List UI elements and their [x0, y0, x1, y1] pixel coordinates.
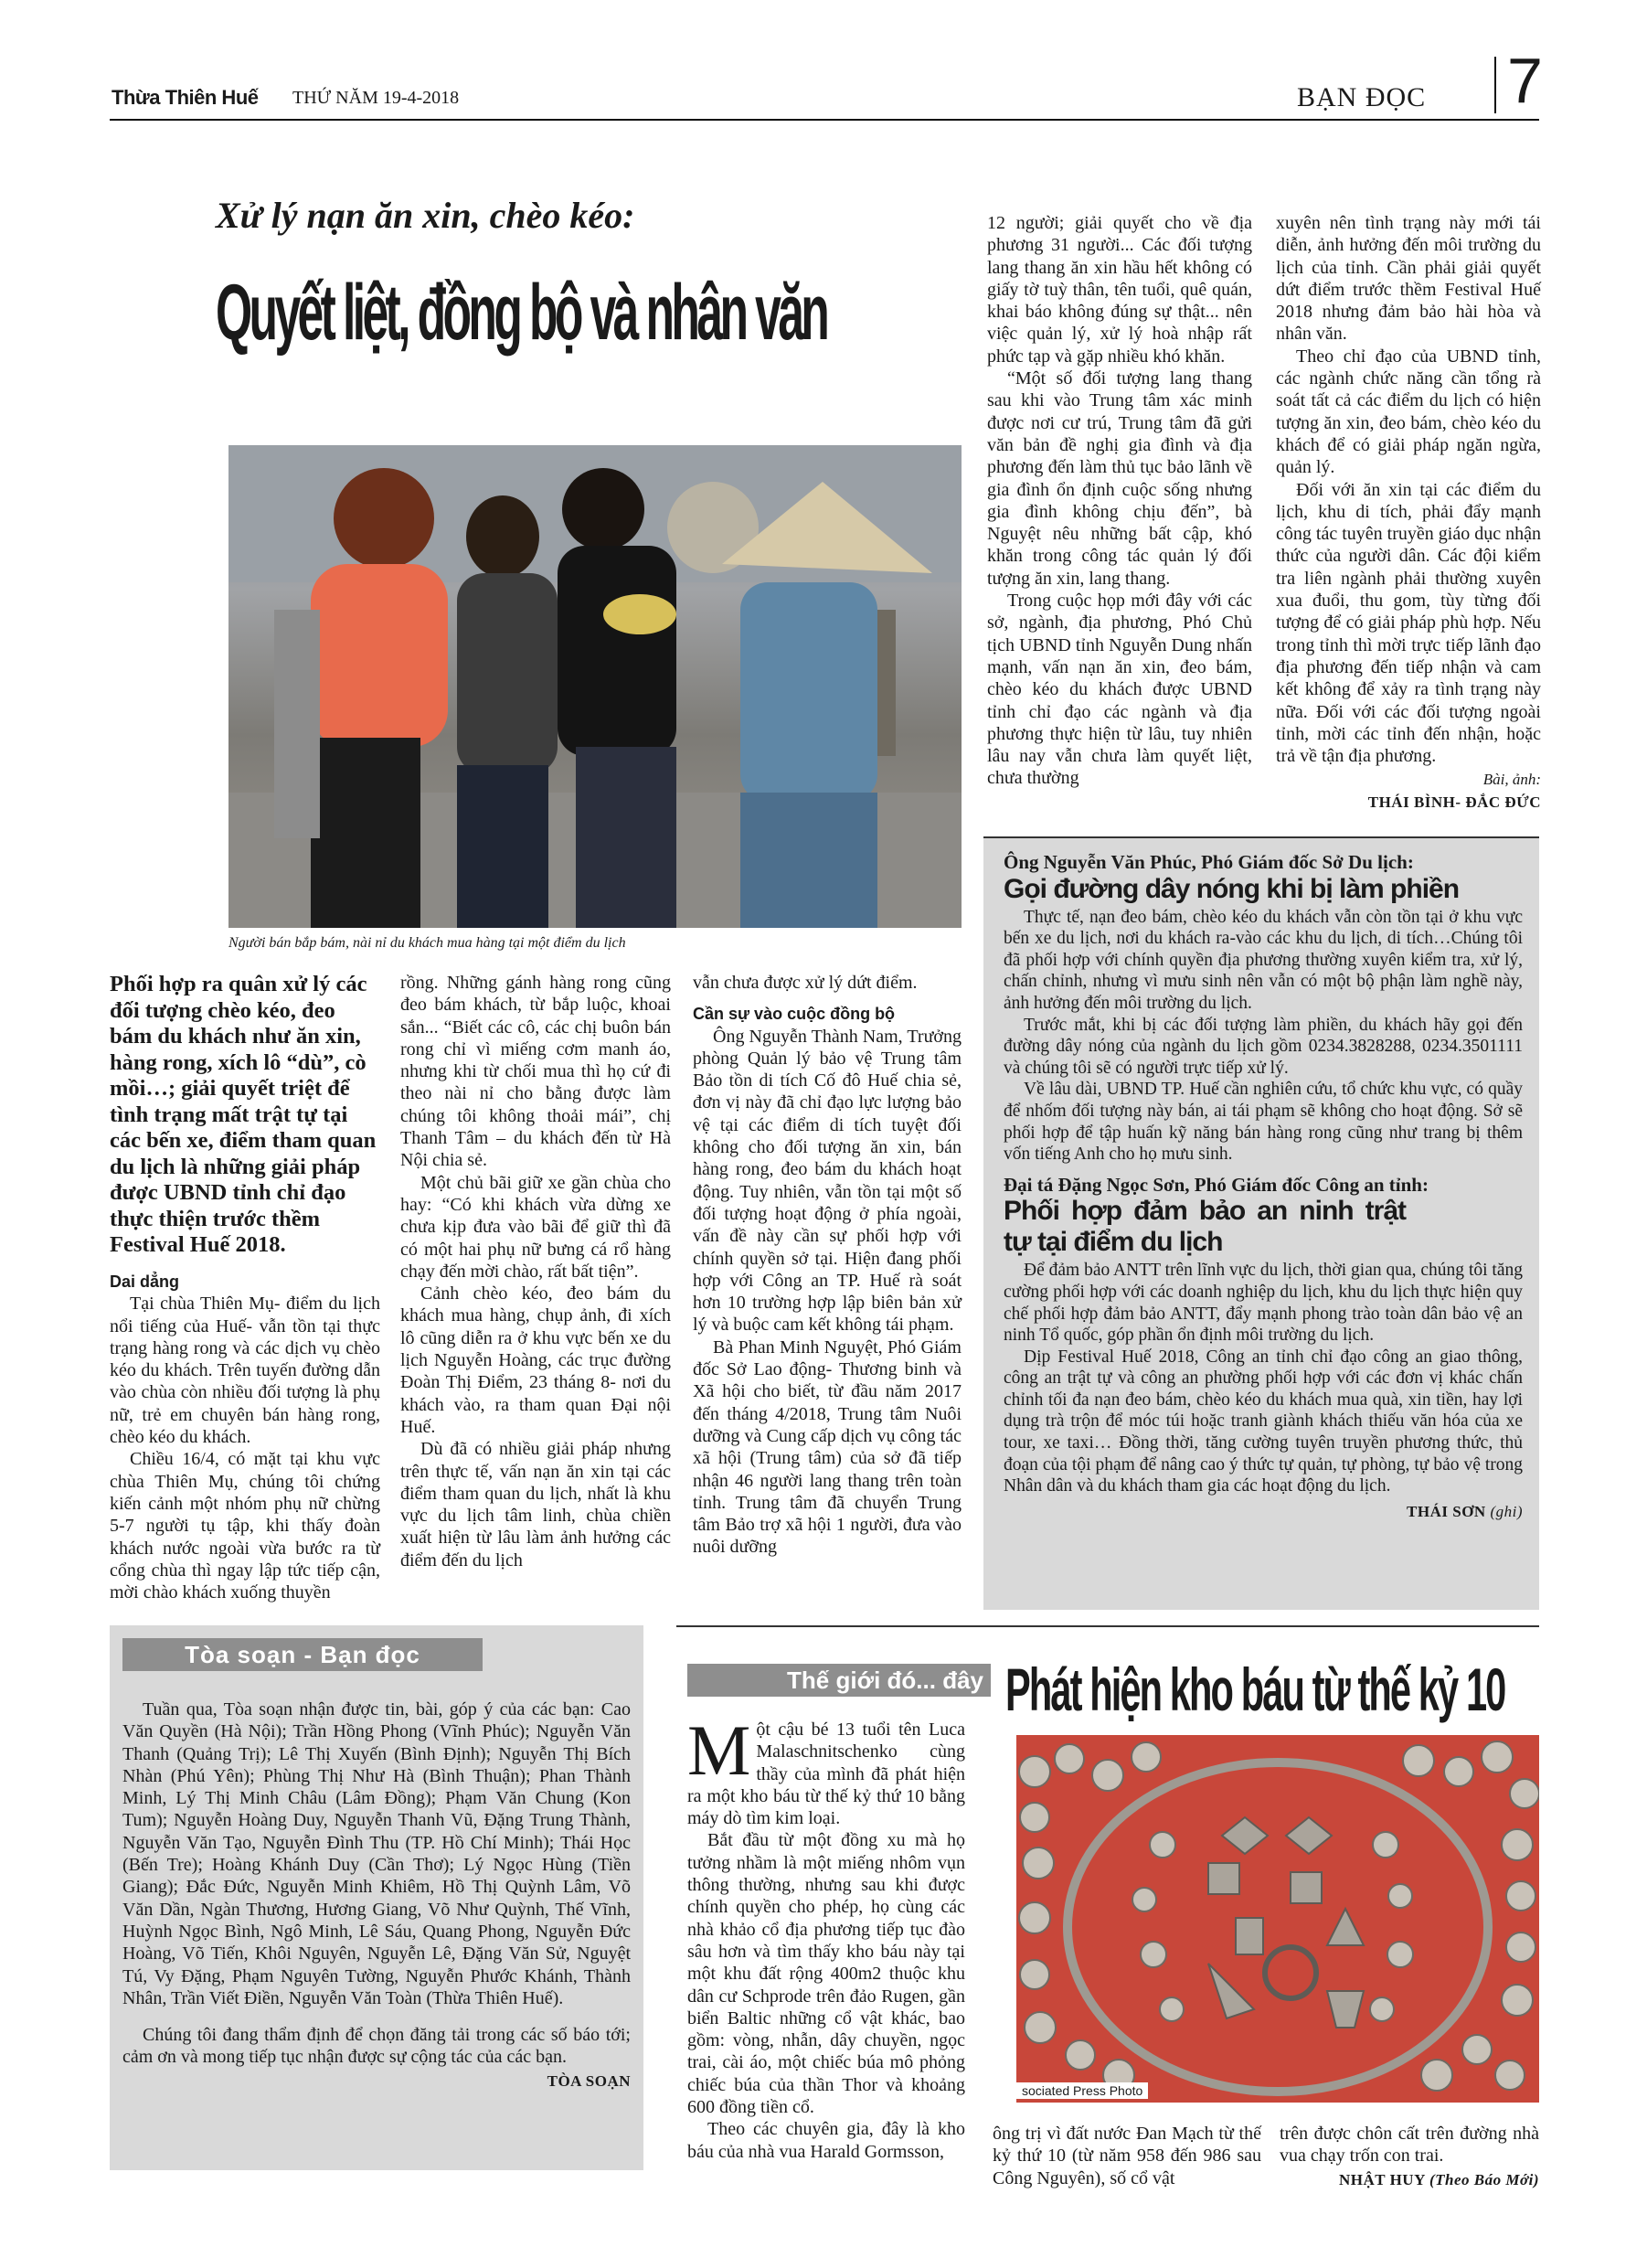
- paragraph: trên được chôn cất trên đường nhà vua chạy trốn con trai.: [1280, 2124, 1539, 2167]
- article-headline: Quyết liệt, đồng bộ và nhân văn: [216, 269, 827, 357]
- sidebar-byline: [1004, 1501, 1523, 1523]
- header-rule: [110, 119, 1539, 121]
- paragraph: ông trị vì đất nước Đan Mạch từ thế kỷ thứ 10 (từ năm 958 đến 986 sau Công Nguyên), số cổ vật: [993, 2124, 1261, 2188]
- paragraph: Để đảm bảo ANTT trên lĩnh vực du lịch, thời gian qua, chúng tôi tăng cường phối hợp với các doanh nghiệp du lịch, khu du lịch thực hiện quy chế phối hợp đảm bảo ANTT, đẩy mạnh phong trào toàn dân bảo vệ an ninh Tổ quốc, góp phần ổn định môi trường du lịch.: [1004, 1261, 1523, 1346]
- sidebar-byline-note: (ghi): [1490, 1502, 1523, 1520]
- paragraph-with-dropcap: [687, 1710, 965, 1829]
- photo-caption: Người bán bắp bám, nài nỉ du khách mua hàng tại một điểm du lịch: [228, 935, 626, 951]
- main-photo: [228, 445, 962, 928]
- readers-content: [122, 1698, 631, 2092]
- paragraph: Cảnh chèo kéo, đeo bám du khách mua hàng, chụp ảnh, đi xích lô cũng diễn ra ở khu vực bến xe du lịch Nguyễn Hoàng, các trục đường Đoàn Thị Điểm, 23 tháng 8- nơi du khách vào, ra tham quan Đại nội Huế.: [400, 1283, 671, 1437]
- section-rule: [676, 1625, 1539, 1627]
- column-5: [1276, 212, 1541, 814]
- paragraph: xuyên nên tình trạng này mới tái diễn, ảnh hưởng đến môi trường du lịch của tỉnh. Cần phải giải quyết dứt điểm trước thềm Festival Huế 2018 nhưng đảm bảo hài hòa và nhân văn.: [1276, 213, 1541, 345]
- treasure-photo: [1016, 1735, 1539, 2103]
- treasure-illustration: [1016, 1735, 1539, 2103]
- paragraph: Chiều 16/4, có mặt tại khu vực chùa Thiên Mụ, chúng tôi chứng kiến cảnh một nhóm phụ nữ chừng 5-7 người tụ tập, khi thấy đoàn khách nước ngoài vừa bước ra từ cổng chùa thì ngay lập tức tiếp cận, mời chào khách xuống thuyền: [110, 1449, 380, 1603]
- sidebar-byline-name: THÁI SƠN: [1407, 1502, 1486, 1520]
- paragraph: Dù đã có nhiều giải pháp nhưng trên thực tế, vấn nạn ăn xin tại các điểm tham quan du lịch, nhất là khu vực du lịch tâm linh, chùa chiền xuất hiện từ lâu làm ảnh hưởng các điểm đến du lịch: [400, 1439, 671, 1571]
- paragraph: Ông Nguyễn Thành Nam, Trưởng phòng Quản lý bảo vệ Trung tâm Bảo tồn di tích Cố đô Huế chia sẻ, đơn vị này đã chỉ đạo lực lượng bảo vệ tại các điểm di tích tuyệt đối không cho đối tượng ăn xin, bán hàng rong, đeo bám du khách hoạt động. Tuy nhiên, vẫn tồn tại một số đối tượng hoạt động ở phía ngoài, vấn đề này cần sự phối hợp với chính quyền sở tại. Hiện đang phối hợp với Công an TP. Huế rà soát hơn 10 trường hợp lập biên bản xử lý và buộc cam kết không tái phạm.: [693, 1026, 962, 1336]
- paragraph: Một chủ bãi giữ xe gần chùa cho hay: “Có khi khách vừa dừng xe chưa kịp đưa vào bãi để giữ thì đã có một hai phụ nữ bưng cá rổ hàng chạy đến mời chào, rất bất tiện”.: [400, 1172, 671, 1282]
- quote2-title: Đại tá Đặng Ngọc Sơn, Phó Giám đốc Công an tỉnh:: [1004, 1173, 1429, 1196]
- paragraph: Trước mắt, khi bị các đối tượng làm phiền, du khách hãy gọi đến đường dây nóng của ngành du lịch gồm 0234.3828288, 0234.3501111 và chúng tôi sẽ có người trực tiếp xử lý.: [1004, 1015, 1523, 1078]
- readers-sign: TÒA SOẠN: [547, 2071, 631, 2090]
- paragraph: rồng. Những gánh hàng rong cũng đeo bám khách, từ bắp luộc, khoai sắn... “Biết các cô, các chị buôn bán rong chỉ vì miếng cơm manh áo, nhưng khi từ chối mua thì họ cứ đi theo nài nỉ cho bằng được làm chúng tôi không thoải mái”, chị Thanh Tâm – du khách đến từ Hà Nội chia sẻ.: [400, 973, 671, 1171]
- subhead-can-su-vao-cuoc: Cần sự vào cuộc đồng bộ: [693, 1005, 896, 1024]
- paragraph: 12 người; giải quyết cho về địa phương 31 người... Các đối tượng lang thang ăn xin hầu hết không có giấy tờ tuỳ thân, tên tuổi, quê quán, khai báo không đúng sự thật... nên việc quản lý, xử lý hoà nhập rất phức tạp và gặp nhiều khó khăn.: [987, 213, 1252, 367]
- paragraph: Bắt đầu từ một đồng xu mà họ tưởng nhầm là một miếng nhôm vụn thông thường, nhưng sau khi được chính quyền cho phép, họ cùng các nhà khảo cổ địa phương tiếp tục đào sâu hơn và tìm thấy kho báu này tại một khu đất rộng 400m2 thuộc khu dân cư Schprode trên đảo Rugen, gần biển Baltic những cổ vật khác, bao gồm: vòng, nhẫn, dây chuyền, ngọc trai, cài áo, một chiếc búa mô phỏng chiếc búa của thần Thor và khoảng 600 đồng tiền cổ.: [687, 1830, 965, 2118]
- header-divider: [1494, 57, 1496, 113]
- paragraph: Dịp Festival Huế 2018, Công an tỉnh chỉ đạo công an giao thông, công an trật tự và công an phường phối hợp với các đơn vị khác chấn chỉnh tối đa nạn đeo bám, chèo kéo du khách mua quà, xin tiền, hay lợi dụng trà trộn để móc túi hoặc tranh giành khách thiếu văn hóa của xe tour, xe taxi… Đồng thời, tăng cường tuyên truyền phương thức, thủ đoạn của tội phạm để nâng cao ý thức tự quản, tự phòng, tự bảo vệ trong Nhân dân và du khách tham gia các hoạt động du lịch.: [1004, 1347, 1523, 1496]
- world-column-1: [687, 1710, 965, 2163]
- world-label: Thế giới đó... đây: [687, 1664, 991, 1697]
- paragraph-text: ột cậu bé 13 tuổi tên Luca Malaschnitschenko cùng thầy của mình đã phát hiện ra một kho báu từ thế kỷ thứ 10 bằng máy dò tìm kim loại.: [687, 1720, 965, 1829]
- world-column-3: [1280, 2123, 1539, 2191]
- readers-label: Tòa soạn - Bạn đọc: [122, 1638, 483, 1671]
- world-byline-name: NHẬT HUY: [1339, 2170, 1426, 2188]
- paragraph: vẫn chưa được xử lý dứt điểm.: [693, 973, 918, 993]
- paragraph: Đối với ăn xin tại các điểm du lịch, khu di tích, phải đẩy mạnh công tác tuyên truyền giáo dục nhận thức của người dân. Các đội kiểm tra liên ngành phải thường xuyên xua đuổi, thu gom, tùy từng đối tượng để có giải pháp phù hợp. Nếu trong tỉnh thì mời trực tiếp lãnh đạo địa phương đến tiếp nhận và cam kết không để xảy ra tình trạng này nữa. Đối với các đối tượng ngoài tỉnh, mời các tỉnh đến nhận, hoặc trả về tận địa phương.: [1276, 479, 1541, 767]
- paragraph: “Một số đối tượng lang thang sau khi vào Trung tâm xác minh được nơi cư trú, Trung tâm đã gửi văn bản đề nghị gia đình và địa phương đến làm thủ tục bảo lãnh về gia đình ổn định cuộc sống nhưng gia đình không chịu đến”, bà Nguyệt nêu những bất cập, khó khăn trong công tác quản lý đối tượng ăn xin, lang thang.: [987, 368, 1252, 589]
- article-byline: THÁI BÌNH- ĐẮC ĐỨC: [1367, 793, 1541, 811]
- masthead-paper-name: Thừa Thiên Huế: [112, 86, 259, 109]
- paragraph: Theo chỉ đạo của UBND tỉnh, các ngành chức năng cần tổng rà soát tất cả các điểm du lịch có hiện tượng ăn xin, đeo bám, chèo kéo du khách để có giải pháp ngăn ngừa, quản lý.: [1276, 346, 1541, 478]
- photo-credit: sociated Press Photo: [1016, 2082, 1148, 2099]
- column-3: [693, 972, 962, 1559]
- quote1-headline: Gọi đường dây nóng khi bị làm phiền: [1004, 873, 1460, 904]
- world-byline: [1280, 2169, 1539, 2191]
- article-kicker: Xử lý nạn ăn xin, chèo kéo:: [216, 195, 635, 236]
- article-lead: Phối hợp ra quân xử lý các đối tượng chèo kéo, đeo bám du khách như ăn xin, hàng rong, xích lô “dù”, cò mồi…; giải quyết triệt để tình trạng mất trật tự tại các bến xe, điểm tham quan du lịch là những giải pháp được UBND tỉnh chỉ đạo thực thiện trước thềm Festival Huế 2018.: [110, 972, 377, 1257]
- subhead-dai-dang: Dai dẳng: [110, 1272, 180, 1291]
- photo-street-scene-illustration: [228, 445, 962, 928]
- column-2: [400, 972, 671, 1571]
- paragraph: Về lâu dài, UBND TP. Huế cần nghiên cứu, tổ chức khu vực, có quầy để nhốm đối tượng này bán, ai tái phạm sẽ không cho hoạt động. Sở sẽ phối hợp để tập huấn kỹ năng bán hàng rong cũng như trang bị thêm vốn tiếng Anh cho họ mưu sinh.: [1004, 1080, 1523, 1165]
- credit-label: Bài, ảnh:: [1482, 771, 1541, 789]
- sidebar-top-rule: [983, 836, 1539, 838]
- sidebar-content: [1004, 852, 1523, 1522]
- world-headline: Phát hiện kho báu từ thế kỷ 10: [1005, 1656, 1505, 1723]
- quote2-headline: Phối hợp đảm bảo an ninh trật tự tại điểm du lịch: [1004, 1196, 1406, 1258]
- paragraph: Tại chùa Thiên Mụ- điểm du lịch nổi tiếng của Huế- vẫn tồn tại thực trạng hàng rong và các dịch vụ chèo kéo du khách. Trên tuyến đường dẫn vào chùa còn nhiều đối tượng là phụ nữ, trẻ em chuyên bán hàng rong, chèo kéo du khách.: [110, 1294, 380, 1448]
- page-number: 7: [1507, 45, 1543, 116]
- world-column-2: [993, 2123, 1261, 2189]
- dropcap: M: [687, 1710, 751, 1790]
- paragraph: Tuần qua, Tòa soạn nhận được tin, bài, góp ý của các bạn: Cao Văn Quyền (Hà Nội); Trần Hồng Phong (Vĩnh Phúc); Nguyễn Văn Thanh (Quảng Trị); Lê Thị Xuyến (Bình Định); Nguyễn Thị Bích Nhàn (Phú Yên); Phùng Thị Như Hà (Bình Thuận); Phan Thành Minh, Lý Thị Minh Châu (Lâm Đồng); Phạm Văn Chung (Kon Tum); Nguyễn Hoàng Duy, Nguyễn Thanh Vũ, Đặng Trung Thành, Nguyễn Văn Tạo, Nguyễn Đình Thu (TP. Hồ Chí Minh); Thái Học (Bến Tre); Hoàng Khánh Duy (Cần Thơ); Lý Ngọc Hùng (Tiền Giang); Đắc Đức, Nguyễn Minh Khiêm, Hồ Thị Quỳnh Lâm, Võ Văn Dần, Ngàn Thương, Hương Giang, Võ Như Quỳnh, Thế Vĩnh, Huỳnh Ngọc Bình, Ngô Minh, Lê Sáu, Quang Phong, Nguyễn Đức Hoàng, Võ Tiến, Khôi Nguyên, Nguyễn Lê, Đặng Văn Sử, Nguyệt Tú, Vy Đặng, Phạm Nguyên Tường, Nguyễn Phước Khánh, Thành Nhân, Trần Viết Điền, Nguyễn Văn Toàn (Thừa Thiên Huế).: [122, 1699, 631, 2008]
- world-byline-note: (Theo Báo Mới): [1429, 2170, 1539, 2188]
- paragraph: Chúng tôi đang thẩm định để chọn đăng tải trong các số báo tới; cảm ơn và mong tiếp tục nhận được sự cộng tác của các bạn.: [122, 2025, 631, 2068]
- column-1: [110, 1269, 380, 1603]
- paragraph: Bà Phan Minh Nguyệt, Phó Giám đốc Sở Lao động- Thương binh và Xã hội cho biết, từ đầu năm 2017 đến tháng 4/2018, Trung tâm Nuôi dưỡng và Cung cấp dịch vụ công tác xã hội (Trung tâm) của sở đã tiếp nhận 46 người lang thang trên toàn tỉnh. Trung tâm đã chuyển Trung tâm Bảo trợ xã hội 1 người, đưa vào nuôi dưỡng: [693, 1336, 962, 1558]
- section-name: BẠN ĐỌC: [1297, 82, 1427, 112]
- masthead-date: THỨ NĂM 19-4-2018: [292, 88, 460, 108]
- paragraph: Trong cuộc họp mới đây với các sở, ngành, địa phương, Phó Chủ tịch UBND tỉnh Nguyễn Dung nhấn mạnh, vấn nạn ăn xin, đeo bám, chèo kéo du khách được UBND tỉnh chỉ đạo các ngành và địa phương thực hiện từ lâu, tuy nhiên lâu nay vẫn chưa làm quyết liệt, chưa thường: [987, 591, 1252, 789]
- paragraph: Thực tế, nạn đeo bám, chèo kéo du khách vẫn còn tồn tại ở khu vực bến xe du lịch, nơi du khách ra-vào các khu du lịch, di tích…Chúng tôi đã phối hợp với chính quyền địa phương thường xuyên kiểm tra, xử lý, chấn chỉnh, nhưng vì mưu sinh nên vẫn có một bộ phận làm nghề này, ảnh hưởng đến môi trường du lịch.: [1004, 907, 1523, 1013]
- paragraph: Theo các chuyên gia, đây là kho báu của nhà vua Harald Gormsson,: [687, 2119, 965, 2162]
- column-4: [987, 212, 1252, 790]
- quote1-title: Ông Nguyễn Văn Phúc, Phó Giám đốc Sở Du lịch:: [1004, 851, 1414, 873]
